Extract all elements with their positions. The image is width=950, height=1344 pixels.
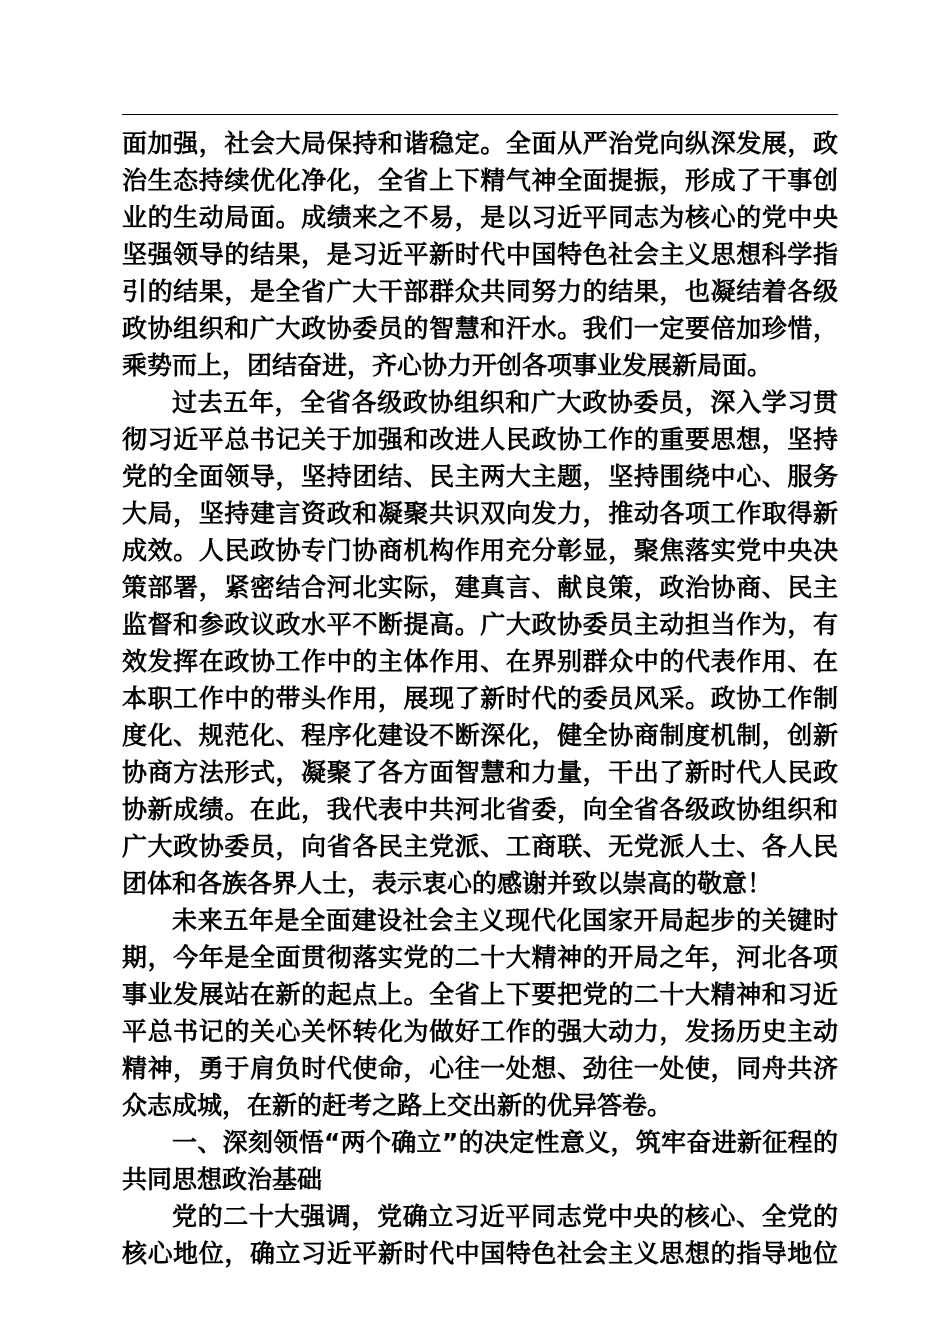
text-line: 过去五年，全省各级政协组织和广大政协委员，深入学习贯: [172, 388, 838, 417]
text-line: 业的生动局面。成绩来之不易，是以习近平同志为核心的党中央: [122, 203, 838, 232]
text-line: 政协组织和广大政协委员的智慧和汗水。我们一定要倍加珍惜，: [122, 314, 838, 343]
text-line: 平总书记的关心关怀转化为做好工作的强大动力，发扬历史主动: [122, 1017, 838, 1046]
text-line: 乘势而上，团结奋进，齐心协力开创各项事业发展新局面。: [122, 351, 773, 380]
text-line: 策部署，紧密结合河北实际，建真言、献良策，政治协商、民主: [122, 573, 838, 602]
text-line: 未来五年是全面建设社会主义现代化国家开局起步的关键时: [172, 906, 838, 935]
text-line: 监督和参政议政水平不断提高。广大政协委员主动担当作为，有: [122, 610, 838, 639]
text-line: 度化、规范化、程序化建设不断深化，健全协商制度机制，创新: [122, 721, 838, 750]
text-line: 一、深刻领悟“两个确立”的决定性意义，筑牢奋进新征程的: [172, 1128, 838, 1157]
text-line: 坚强领导的结果，是习近平新时代中国特色社会主义思想科学指: [122, 240, 838, 269]
text-line: 党的全面领导，坚持团结、民主两大主题，坚持围绕中心、服务: [122, 462, 838, 491]
text-line: 成效。人民政协专门协商机构作用充分彰显，聚焦落实党中央决: [122, 536, 838, 565]
text-line: 面加强，社会大局保持和谐稳定。全面从严治党向纵深发展，政: [122, 129, 838, 158]
text-line: 核心地位，确立习近平新时代中国特色社会主义思想的指导地位: [122, 1239, 838, 1268]
text-line: 众志成城，在新的赶考之路上交出新的优异答卷。: [122, 1091, 673, 1120]
text-line: 引的结果，是全省广大干部群众共同努力的结果，也凝结着各级: [122, 277, 838, 306]
header-rule: [122, 114, 838, 115]
text-line: 协商方法形式，凝聚了各方面智慧和力量，干出了新时代人民政: [122, 758, 838, 787]
text-line: 团体和各族各界人士，表示衷心的感谢并致以崇高的敬意！: [122, 869, 773, 898]
text-line: 广大政协委员，向省各民主党派、工商联、无党派人士、各人民: [122, 832, 838, 861]
text-line: 大局，坚持建言资政和凝聚共识双向发力，推动各项工作取得新: [122, 499, 838, 528]
text-line: 协新成绩。在此，我代表中共河北省委，向全省各级政协组织和: [122, 795, 838, 824]
text-line: 期，今年是全面贯彻落实党的二十大精神的开局之年，河北各项: [122, 943, 838, 972]
text-line: 本职工作中的带头作用，展现了新时代的委员风采。政协工作制: [122, 684, 838, 713]
text-line: 党的二十大强调，党确立习近平同志党中央的核心、全党的: [172, 1202, 838, 1231]
text-line: 精神，勇于肩负时代使命，心往一处想、劲往一处使，同舟共济: [122, 1054, 838, 1083]
text-line: 彻习近平总书记关于加强和改进人民政协工作的重要思想，坚持: [122, 425, 838, 454]
document-body: [122, 125, 838, 1272]
text-line: 治生态持续优化净化，全省上下精气神全面提振，形成了干事创: [122, 166, 838, 195]
text-line: 事业发展站在新的起点上。全省上下要把党的二十大精神和习近: [122, 980, 838, 1009]
text-line: 共同思想政治基础: [122, 1165, 323, 1194]
text-line: 效发挥在政协工作中的主体作用、在界别群众中的代表作用、在: [122, 647, 838, 676]
